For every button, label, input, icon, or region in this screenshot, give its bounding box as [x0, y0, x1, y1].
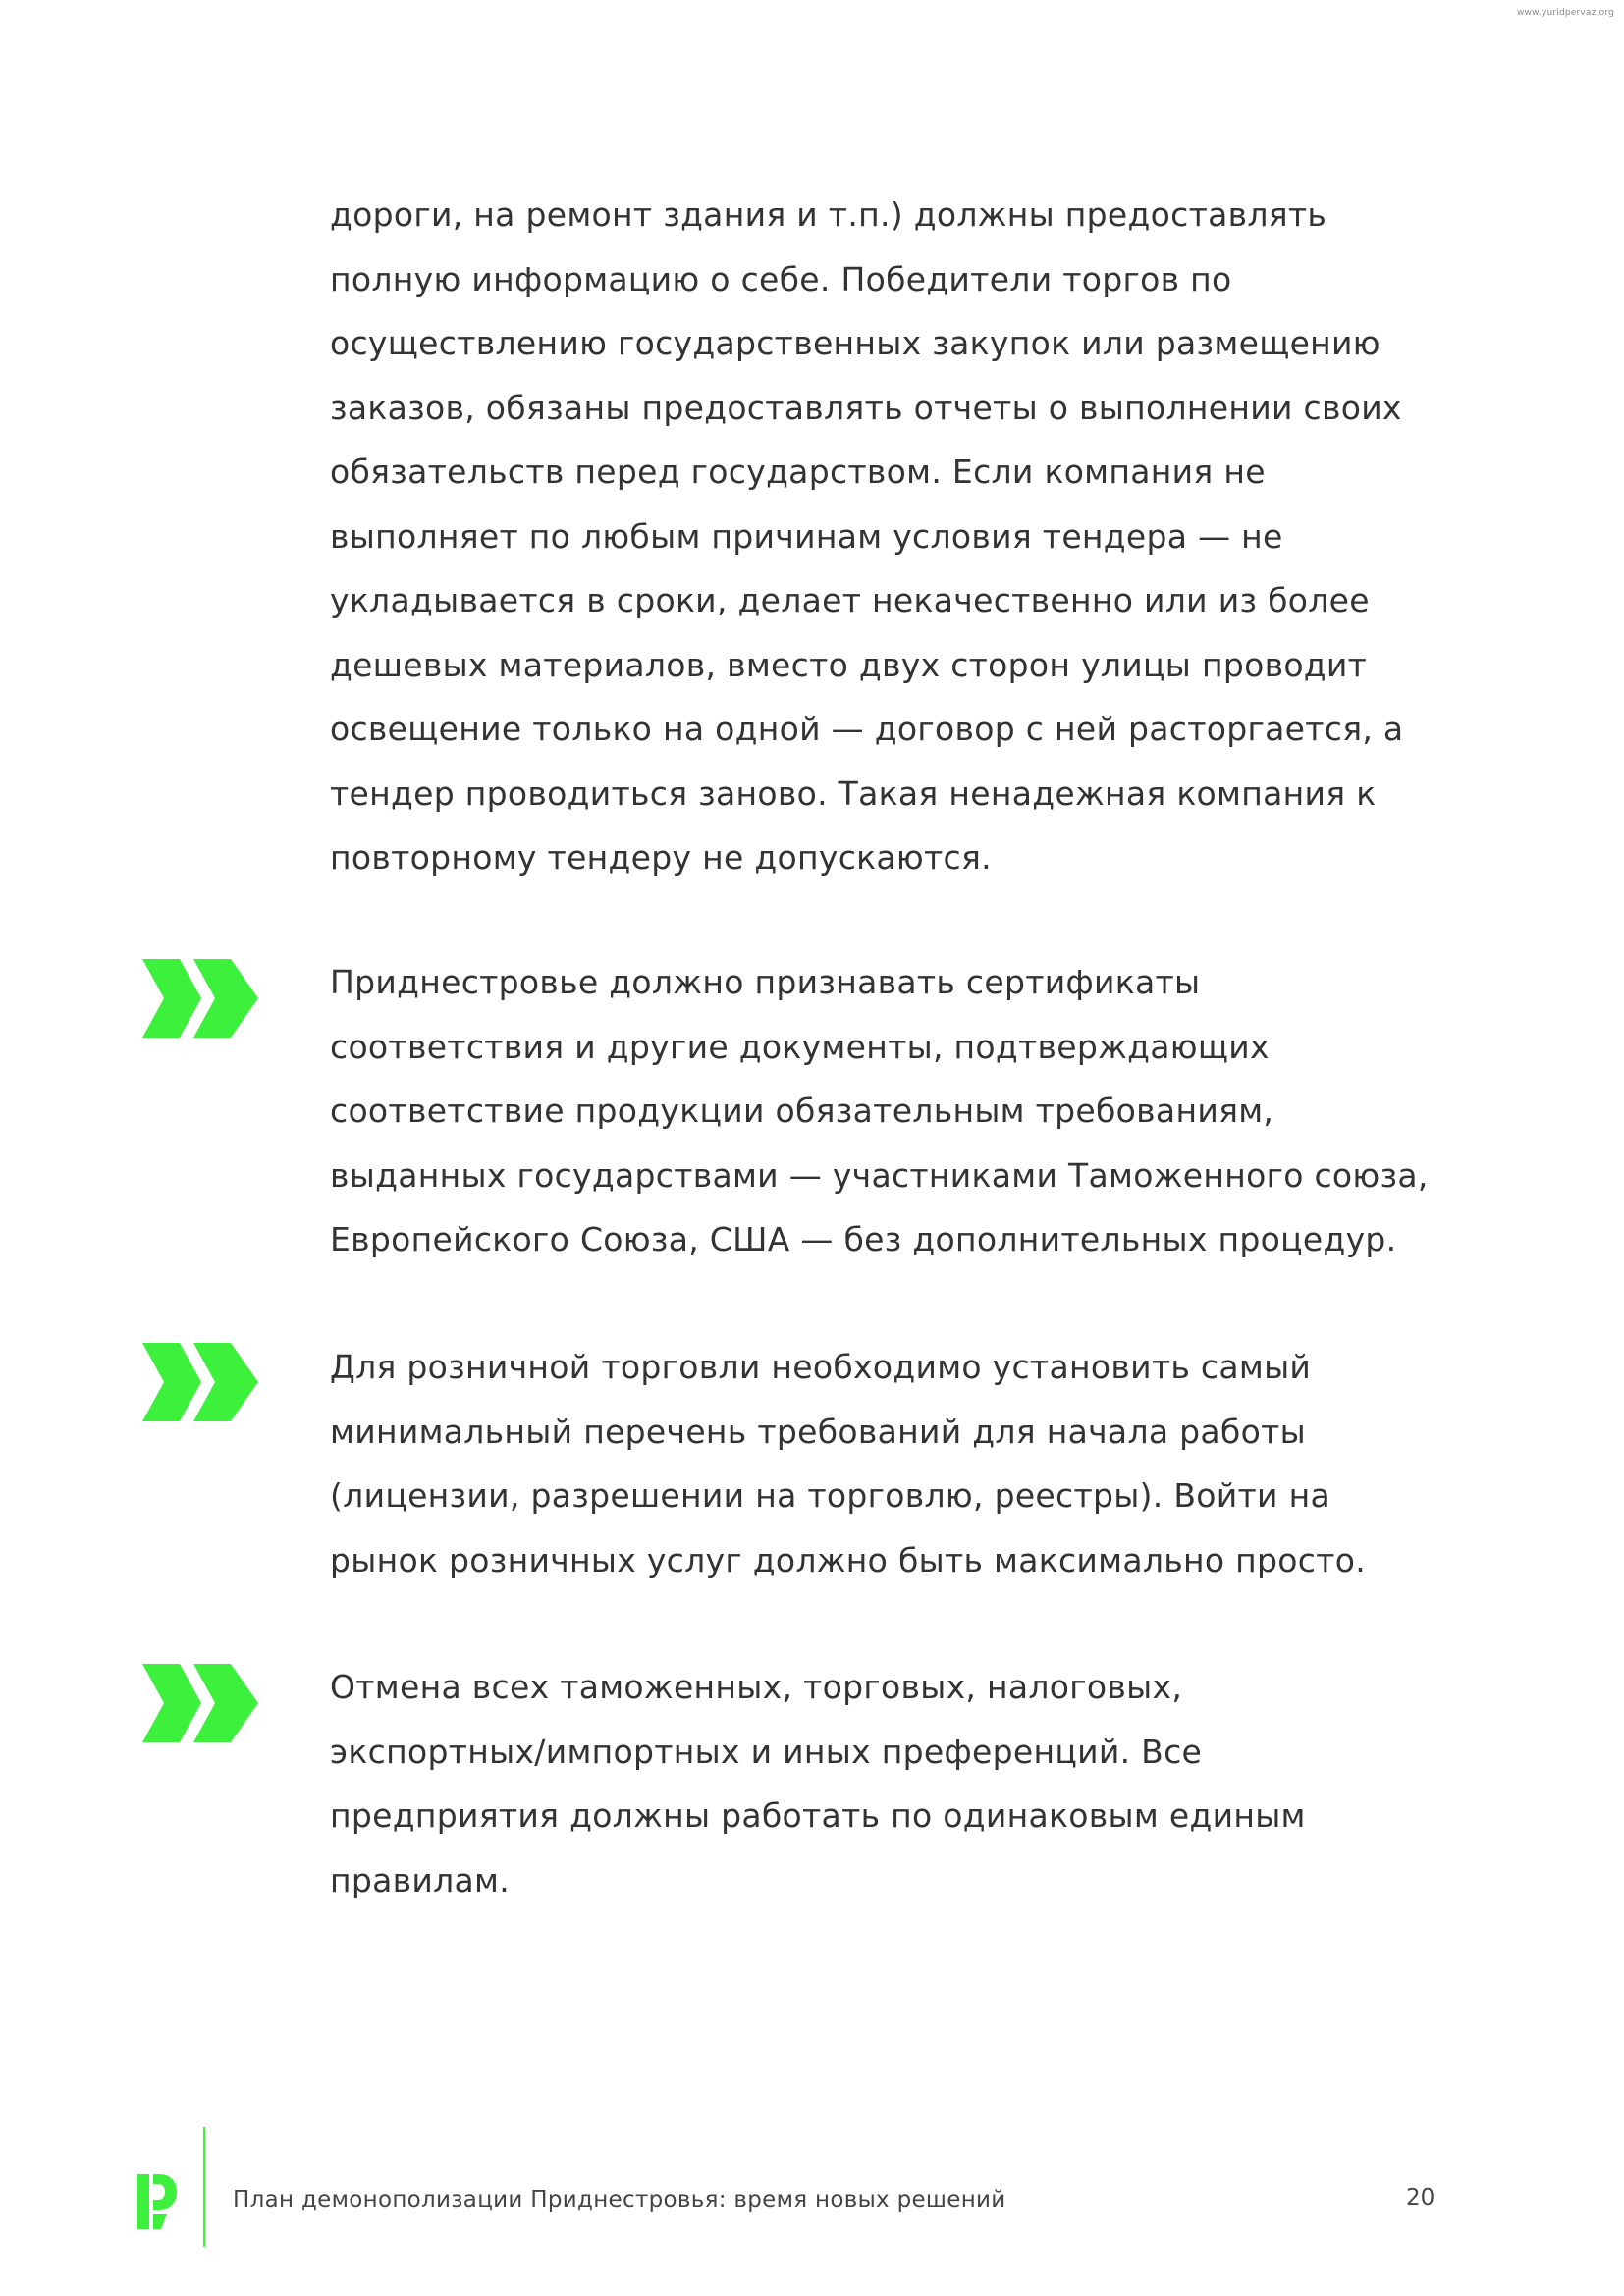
- text-line: соответствие продукции обязательным требованиям,: [330, 1092, 1274, 1130]
- bullet-text: [330, 1335, 1439, 1592]
- text-line: дешевых материалов, вместо двух сторон улицы проводит: [330, 645, 1368, 684]
- text-line: Для розничной торговли необходимо установить самый: [330, 1348, 1312, 1386]
- double-chevron-icon: [142, 1343, 260, 1421]
- text-line: полную информацию о себе. Победители торгов по: [330, 259, 1232, 298]
- footer-divider: [203, 2127, 205, 2247]
- text-line: Отмена всех таможенных, торговых, налоговых,: [330, 1668, 1183, 1706]
- text-line: дороги, на ремонт здания и т.п.) должны предоставлять: [330, 195, 1327, 234]
- text-line: выполняет по любым причинам условия тендера — не: [330, 516, 1283, 556]
- page-number: 20: [1406, 2185, 1435, 2211]
- text-line: заказов, обязаны предоставлять отчеты о выполнении своих: [330, 388, 1402, 427]
- continuation-paragraph: [330, 183, 1439, 890]
- text-line: освещение только на одной — договор с ней расторгается, а: [330, 710, 1404, 748]
- text-line: выданных государствами — участниками Таможенного союза,: [330, 1155, 1429, 1195]
- text-line: осуществлению государственных закупок или размещению: [330, 324, 1380, 362]
- party-logo-icon: [137, 2174, 177, 2229]
- watermark: www.yuridpervaz.org: [1517, 8, 1614, 18]
- text-line: укладывается в сроки, делает некачественно или из более: [330, 581, 1370, 619]
- text-line: обязательств перед государством. Если компания не: [330, 453, 1266, 491]
- text-line: Европейского Союза, США — без дополнительных процедур.: [330, 1220, 1397, 1258]
- text-line: тендер проводиться заново. Такая ненадежная компания к: [330, 774, 1377, 813]
- bullet-text: [330, 1655, 1439, 1912]
- text-line: соответствия и другие документы, подтверждающих: [330, 1027, 1270, 1066]
- text-line: экспортных/импортных и иных преференций. Все: [330, 1732, 1203, 1771]
- text-line: Приднестровье должно признавать сертификаты: [330, 963, 1201, 1001]
- text-line: повторному тендеру не допускаются.: [330, 838, 992, 877]
- text-line: правилам.: [330, 1860, 511, 1899]
- text-line: рынок розничных услуг должно быть максимально просто.: [330, 1540, 1367, 1579]
- bullet-text: [330, 950, 1439, 1272]
- footer-title: План демонополизации Приднестровья: время новых решений: [233, 2187, 1006, 2213]
- text-line: минимальный перечень требований для начала работы: [330, 1412, 1306, 1451]
- text-line: (лицензии, разрешении на торговлю, реестры). Войти на: [330, 1476, 1330, 1515]
- text-line: предприятия должны работать по одинаковым единым: [330, 1796, 1306, 1835]
- double-chevron-icon: [142, 959, 260, 1038]
- double-chevron-icon: [142, 1664, 260, 1742]
